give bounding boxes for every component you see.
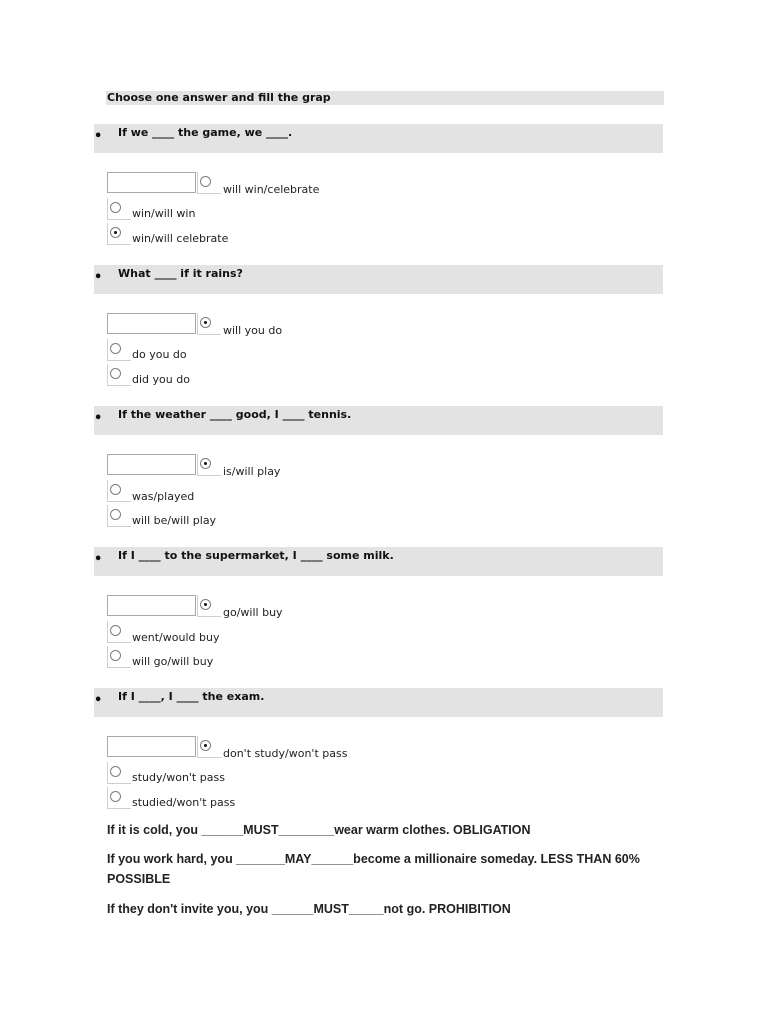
answer-input[interactable] <box>107 736 196 757</box>
option-label: study/won't pass <box>132 771 225 784</box>
option-2-radio-cell[interactable] <box>107 621 131 643</box>
question-text: What ____ if it rains? <box>118 267 243 280</box>
option-3-radio-cell[interactable] <box>107 787 131 809</box>
answer-input[interactable] <box>107 313 196 334</box>
option-radio-selected[interactable] <box>200 317 211 328</box>
option-radio-selected[interactable] <box>200 740 211 751</box>
option-radio[interactable] <box>110 650 121 661</box>
option-radio-selected[interactable] <box>110 227 121 238</box>
option-label: go/will buy <box>223 606 283 619</box>
option-label: will be/will play <box>132 514 217 527</box>
option-2-radio-cell[interactable] <box>107 339 131 361</box>
option-label: did you do <box>132 373 190 386</box>
option-radio-selected[interactable] <box>200 599 211 610</box>
option-radio[interactable] <box>110 484 121 495</box>
option-label: was/played <box>132 490 195 503</box>
question-text: If I ____ to the supermarket, I ____ some milk. <box>118 549 394 562</box>
instructions-header: Choose one answer and fill the grap <box>106 91 664 105</box>
option-label: studied/won't pass <box>132 796 236 809</box>
question-1 <box>94 124 663 153</box>
option-radio[interactable] <box>110 202 121 213</box>
question-text: If we ____ the game, we ____. <box>118 126 293 139</box>
option-radio[interactable] <box>200 176 211 187</box>
option-label: will win/celebrate <box>223 183 320 196</box>
question-3 <box>94 406 663 435</box>
option-radio[interactable] <box>110 625 121 636</box>
bullet: • <box>94 411 103 426</box>
question-4 <box>94 547 663 576</box>
option-3-radio-cell[interactable] <box>107 646 131 668</box>
option-radio[interactable] <box>110 368 121 379</box>
option-3-radio-cell[interactable] <box>107 223 131 245</box>
option-3-radio-cell[interactable] <box>107 505 131 527</box>
option-radio[interactable] <box>110 791 121 802</box>
option-label: will you do <box>223 324 283 337</box>
option-label: will go/will buy <box>132 655 214 668</box>
answer-input[interactable] <box>107 595 196 616</box>
option-label: is/will play <box>223 465 281 478</box>
option-radio[interactable] <box>110 343 121 354</box>
option-radio[interactable] <box>110 509 121 520</box>
option-label: went/would buy <box>132 631 220 644</box>
answer-input[interactable] <box>107 454 196 475</box>
option-2-radio-cell[interactable] <box>107 762 131 784</box>
question-5 <box>94 688 663 717</box>
modal-sentence-1: If it is cold, you ______MUST________wear warm clothes. OBLIGATION <box>107 823 531 837</box>
bullet: • <box>94 693 103 708</box>
option-label: don't study/won't pass <box>223 747 348 760</box>
option-2-radio-cell[interactable] <box>107 480 131 502</box>
option-radio[interactable] <box>110 766 121 777</box>
modal-sentence-3: If they don't invite you, you ______MUST_____not go. PROHIBITION <box>107 902 511 916</box>
option-1-radio-cell[interactable] <box>197 172 221 194</box>
option-1-radio-cell[interactable] <box>197 313 221 335</box>
bullet: • <box>94 129 103 144</box>
bullet: • <box>94 270 103 285</box>
option-1-radio-cell[interactable] <box>197 595 221 617</box>
option-label: win/will celebrate <box>132 232 229 245</box>
question-2 <box>94 265 663 294</box>
option-2-radio-cell[interactable] <box>107 198 131 220</box>
option-label: win/will win <box>132 207 196 220</box>
option-1-radio-cell[interactable] <box>197 454 221 476</box>
option-3-radio-cell[interactable] <box>107 364 131 386</box>
answer-input[interactable] <box>107 172 196 193</box>
modal-sentence-2: If you work hard, you _______MAY______become a millionaire someday. LESS THAN 60% POSSIBLE <box>107 852 640 886</box>
question-text: If the weather ____ good, I ____ tennis. <box>118 408 352 421</box>
bullet: • <box>94 552 103 567</box>
question-text: If I ____, I ____ the exam. <box>118 690 265 703</box>
option-label: do you do <box>132 348 187 361</box>
option-1-radio-cell[interactable] <box>197 736 221 758</box>
option-radio-selected[interactable] <box>200 458 211 469</box>
